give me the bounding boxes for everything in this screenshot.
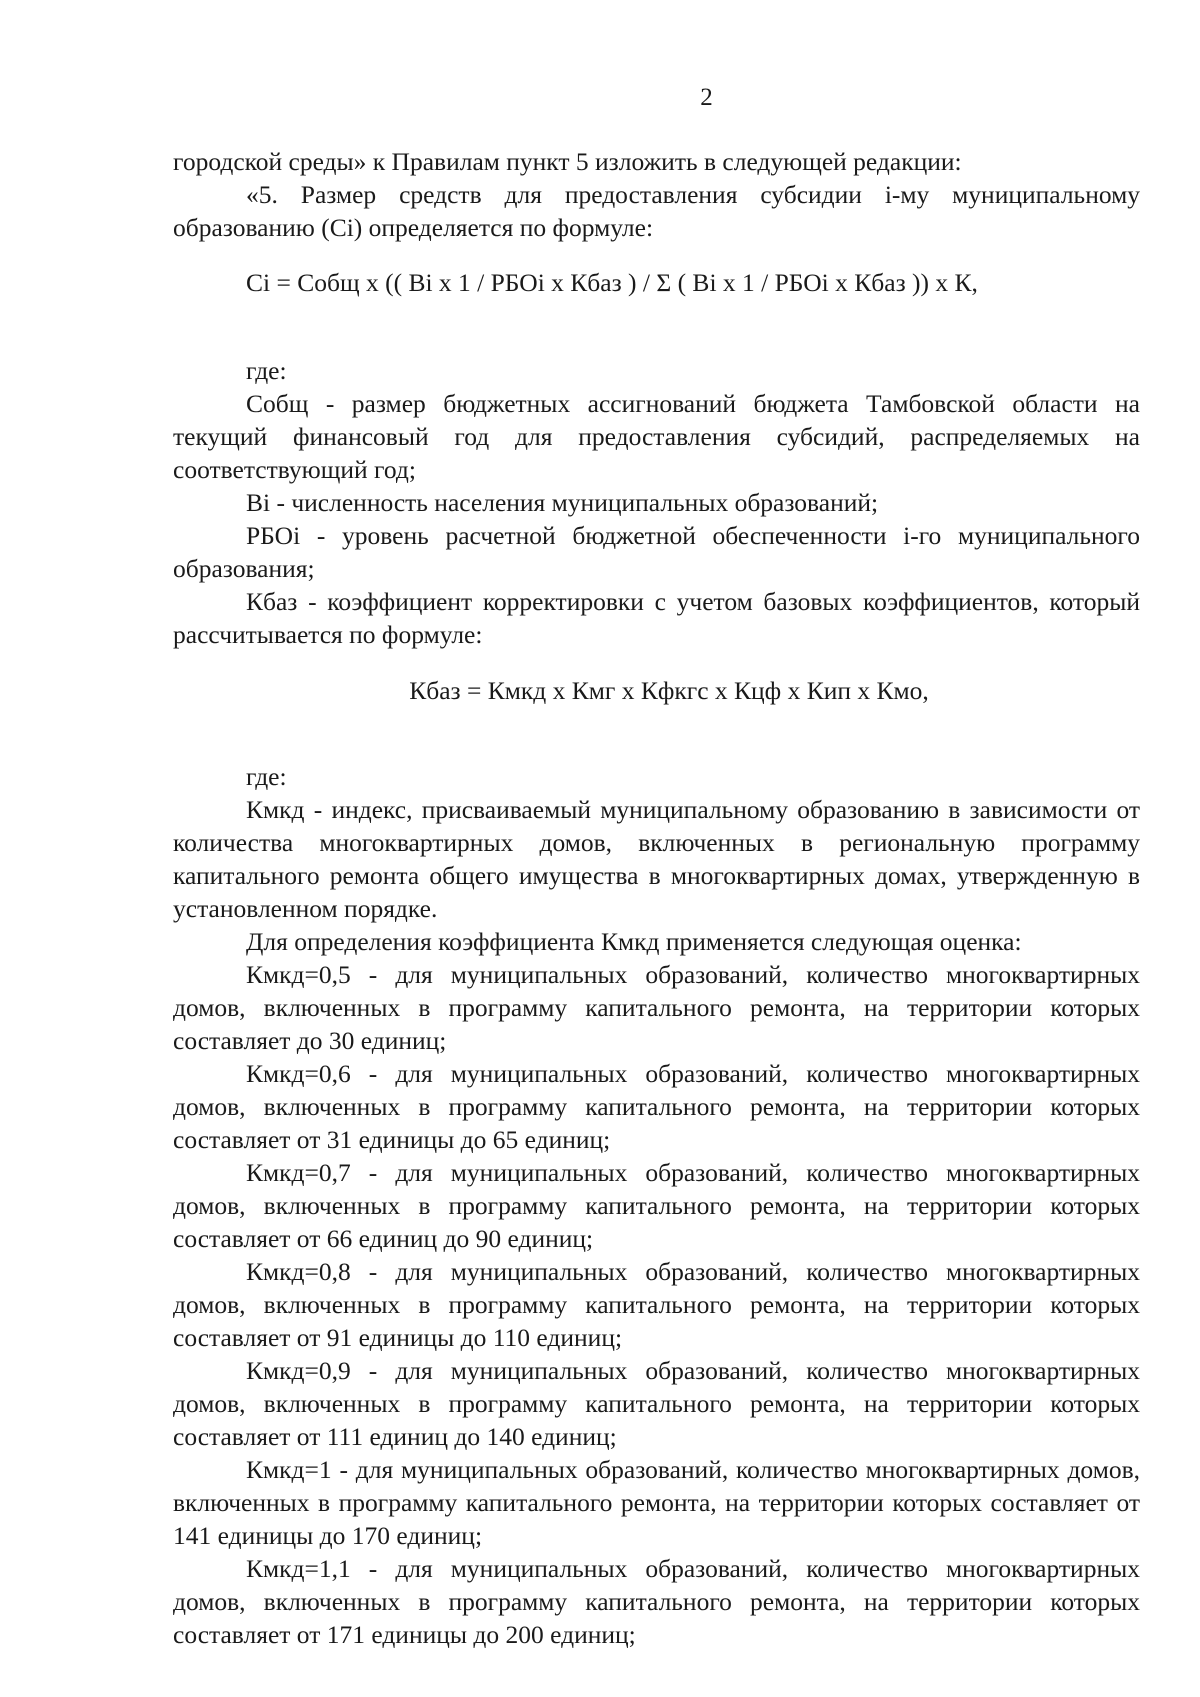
definition-kbaz: Кбаз - коэффициент корректировки с учетом базовых коэффициентов, который рассчитывается по формуле: <box>173 587 1140 649</box>
definition-bi: Bi - численность населения муниципальных образований; <box>246 488 879 517</box>
definition-kmkd: Кмкд - индекс, присваиваемый муниципальному образованию в зависимости от количества многоквартирных домов, включенных в региональную программу капитального ремонта общего имущества в многоквартирных домах, утвержденную в установленном порядке. <box>173 795 1140 923</box>
kmkd-0-7: Кмкд=0,7 - для муниципальных образований, количество многоквартирных домов, включенных в программу капитального ремонта, на территории которых составляет от 66 единиц до 90 единиц; <box>173 1158 1140 1253</box>
clause-5-paragraph: «5. Размер средств для предоставления субсидии i-му муниципальному образованию (Ci) определяется по формуле: <box>173 180 1140 242</box>
kmkd-1-1: Кмкд=1,1 - для муниципальных образований, количество многоквартирных домов, включенных в программу капитального ремонта, на территории которых составляет от 171 единицы до 200 единиц; <box>173 1554 1140 1649</box>
kmkd-0-6: Кмкд=0,6 - для муниципальных образований, количество многоквартирных домов, включенных в программу капитального ремонта, на территории которых составляет от 31 единицы до 65 единиц; <box>173 1059 1140 1154</box>
where-label-2: где: <box>246 762 287 791</box>
definition-rboi: РБОi - уровень расчетной бюджетной обеспеченности i-го муниципального образования; <box>173 521 1140 583</box>
intro-paragraph: городской среды» к Правилам пункт 5 изложить в следующей редакции: <box>173 147 962 176</box>
definition-sobsh: Собщ - размер бюджетных ассигнований бюджета Тамбовской области на текущий финансовый год для предоставления субсидий, распределяемых на соответствующий год; <box>173 389 1140 484</box>
kmkd-0-8: Кмкд=0,8 - для муниципальных образований, количество многоквартирных домов, включенных в программу капитального ремонта, на территории которых составляет от 91 единицы до 110 единиц; <box>173 1257 1140 1352</box>
kbaz-formula: Кбаз = Кмкд х Кмг х Кфкгс х Кцф х Кип х Кмо, <box>409 676 929 705</box>
kmkd-intro: Для определения коэффициента Кмкд применяется следующая оценка: <box>246 927 1022 956</box>
kmkd-0-9: Кмкд=0,9 - для муниципальных образований, количество многоквартирных домов, включенных в программу капитального ремонта, на территории которых составляет от 111 единиц до 140 единиц; <box>173 1356 1140 1451</box>
main-formula: Ci = Собщ х (( Bi х 1 / РБОi х Кбаз ) / Σ ( Bi х 1 / РБОi х Кбаз )) х К, <box>246 268 978 297</box>
kmkd-1: Кмкд=1 - для муниципальных образований, количество многоквартирных домов, включенных в программу капитального ремонта, на территории которых составляет от 141 единицы до 170 единиц; <box>173 1455 1140 1550</box>
where-label-1: где: <box>246 356 287 385</box>
kmkd-0-5: Кмкд=0,5 - для муниципальных образований, количество многоквартирных домов, включенных в программу капитального ремонта, на территории которых составляет до 30 единиц; <box>173 960 1140 1055</box>
page-number: 2 <box>700 84 713 111</box>
